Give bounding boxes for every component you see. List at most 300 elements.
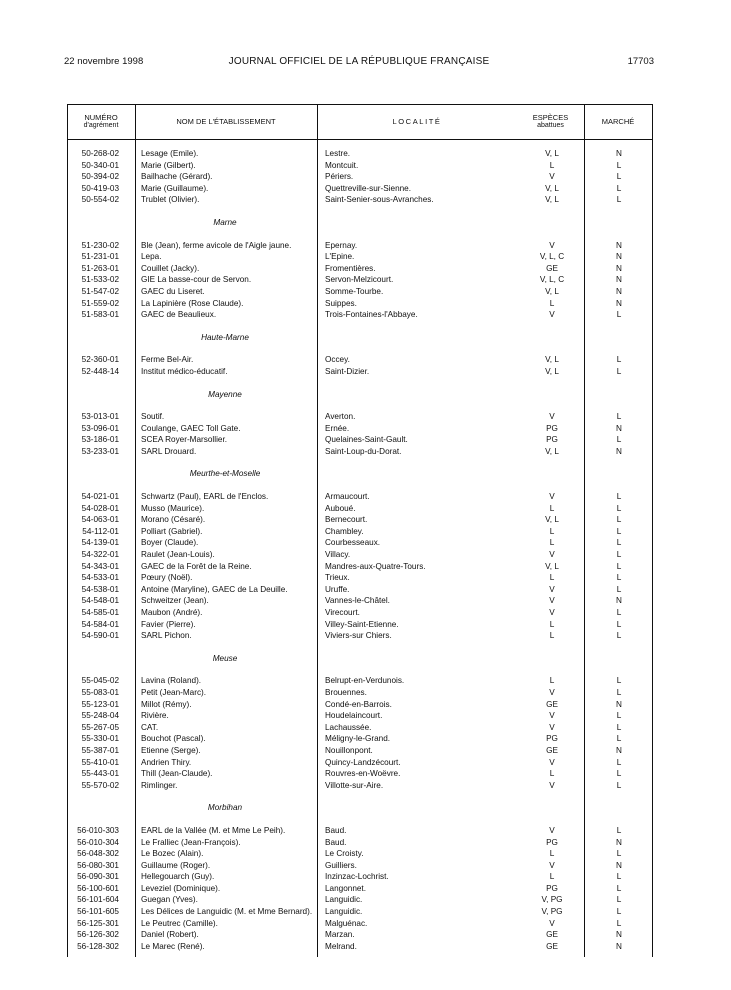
establishment-name: CAT.	[141, 722, 159, 732]
agrement-number: 56-128-302	[77, 941, 119, 951]
species: L	[549, 503, 555, 513]
table-row	[67, 434, 653, 446]
market: N	[616, 149, 622, 158]
species: V	[549, 825, 555, 835]
species: V	[549, 722, 555, 732]
agrement-number: 55-330-01	[81, 734, 119, 744]
agrement-number: 55-045-02	[81, 676, 119, 686]
establishment-name: Polliart (Gabriel).	[141, 526, 203, 536]
table-row	[67, 171, 653, 183]
agrement-number: 53-186-01	[81, 435, 119, 445]
agrement-number: 53-013-01	[81, 412, 119, 422]
locality: Courbesseaux.	[325, 538, 381, 548]
market: L	[616, 722, 622, 732]
establishment-name: Le Bozec (Alain).	[141, 849, 204, 859]
species: V	[549, 240, 555, 250]
market: L	[616, 734, 622, 744]
locality: Auboué.	[325, 503, 356, 513]
market: N	[616, 252, 622, 262]
establishment-name: Schwartz (Paul), EARL de l'Enclos.	[141, 492, 269, 502]
market: L	[616, 492, 622, 502]
establishment-name: Leveziel (Dominique).	[141, 883, 221, 893]
table-row	[67, 354, 653, 366]
agrement-number: 55-410-01	[81, 757, 119, 767]
locality: Servon-Melzicourt.	[325, 275, 394, 285]
agrement-number: 51-231-01	[81, 252, 119, 262]
species: V	[549, 550, 555, 560]
market: L	[616, 515, 622, 525]
table-row	[67, 918, 653, 930]
locality: Belrupt-en-Verdunois.	[325, 676, 405, 686]
table-row	[67, 263, 653, 275]
agrement-number: 51-559-02	[81, 298, 119, 308]
table-row	[67, 883, 653, 895]
species: V, L	[545, 446, 559, 456]
establishment-name: Le Marec (René).	[141, 941, 205, 951]
agrement-number: 50-419-03	[81, 183, 119, 193]
establishment-name: Bouchot (Pascal).	[141, 734, 206, 744]
locality: L'Epine.	[325, 252, 355, 262]
agrement-number: 54-021-01	[81, 492, 119, 502]
locality: Averton.	[325, 412, 356, 422]
establishment-name: GAEC du Liseret.	[141, 286, 205, 296]
table-body	[67, 148, 653, 952]
market: L	[616, 907, 622, 917]
market: L	[616, 195, 622, 205]
agrement-number: 54-343-01	[81, 561, 119, 571]
species: V, L	[545, 355, 559, 365]
agrement-number: 54-585-01	[81, 608, 119, 617]
locality: Languidic.	[325, 895, 363, 905]
table-row	[67, 710, 653, 722]
species: L	[549, 849, 555, 859]
table-row	[67, 733, 653, 745]
table-row	[67, 537, 653, 549]
table-row	[67, 194, 653, 206]
department-heading: Haute-Marne	[201, 332, 249, 342]
establishment-name: Coulange, GAEC Toll Gate.	[141, 423, 241, 433]
species: V	[549, 780, 555, 790]
table-row	[67, 894, 653, 906]
department-heading: Meuse	[212, 653, 238, 663]
market: N	[616, 423, 622, 433]
department-heading: Mayenne	[208, 389, 242, 399]
species: L	[549, 619, 555, 629]
establishment-name: Daniel (Robert).	[141, 930, 199, 940]
locality: Marzan.	[325, 930, 355, 940]
locality: Nouillonpont.	[325, 745, 373, 755]
establishment-name: Couillet (Jacky).	[141, 263, 200, 273]
locality: Baud.	[325, 825, 347, 835]
establishment-name: Guegan (Yves).	[141, 895, 198, 905]
species: V	[549, 172, 555, 182]
table-row	[67, 183, 653, 195]
locality: Quettreville-sur-Sienne.	[325, 183, 412, 193]
page-number: 17703	[627, 56, 654, 67]
establishment-name: SARL Pichon.	[141, 631, 192, 641]
locality: Rouvres-en-Woëvre.	[325, 769, 401, 779]
table-row	[67, 309, 653, 321]
agrement-number: 50-554-02	[81, 195, 119, 205]
species: V, L	[545, 195, 559, 205]
market: L	[616, 780, 622, 790]
table-row	[67, 619, 653, 631]
locality: Lachaussée.	[325, 722, 372, 732]
agrement-number: 56-100-601	[77, 883, 119, 893]
agrement-number: 50-394-02	[81, 172, 119, 182]
agrement-number: 54-533-01	[81, 573, 119, 583]
locality: Périers.	[325, 172, 354, 182]
table-row	[67, 687, 653, 699]
table-row	[67, 745, 653, 757]
market: L	[616, 160, 622, 170]
species: GE	[546, 263, 558, 273]
species: V	[549, 711, 555, 721]
table-row	[67, 584, 653, 596]
journal-title: JOURNAL OFFICIEL DE LA RÉPUBLIQUE FRANÇAISE	[228, 56, 490, 67]
species: PG	[546, 734, 558, 744]
establishment-name: Le Peutrec (Camille).	[141, 918, 218, 928]
establishment-name: Andrien Thiry.	[141, 757, 192, 767]
market: N	[616, 941, 622, 951]
species: L	[549, 160, 555, 170]
locality: Trieux.	[325, 573, 350, 583]
establishment-name: Antoine (Maryline), GAEC de La Deuille.	[141, 584, 288, 594]
market: L	[616, 883, 622, 893]
establishment-name: Ble (Jean), ferme avicole de l'Aigle jaune.	[141, 240, 292, 250]
agrement-number: 51-583-01	[81, 310, 119, 320]
establishment-name: Les Délices de Languidic (M. et Mme Bernard).	[141, 907, 313, 917]
locality: Le Croisty.	[325, 849, 364, 859]
locality: Occey.	[325, 355, 350, 365]
table-row	[67, 675, 653, 687]
agrement-number: 54-538-01	[81, 584, 119, 594]
locality: Languidic.	[325, 907, 363, 917]
establishment-name: Pœury (Noël).	[141, 573, 193, 583]
establishment-name: Soutif.	[141, 412, 165, 422]
locality: Somme-Tourbe.	[325, 286, 384, 296]
species: V, PG	[541, 907, 563, 917]
table-row	[67, 699, 653, 711]
species: GE	[546, 930, 558, 940]
agrement-number: 56-126-302	[77, 930, 119, 940]
agrement-number: 56-101-605	[77, 907, 119, 917]
establishment-name: La Lapinière (Rose Claude).	[141, 298, 244, 308]
species: V	[549, 310, 555, 320]
header-rule	[67, 139, 653, 140]
market: L	[616, 573, 622, 583]
market: N	[616, 745, 622, 755]
table-row	[67, 630, 653, 642]
agrement-number: 51-533-02	[81, 275, 119, 285]
species: V	[549, 687, 555, 697]
agrement-number: 55-123-01	[81, 699, 119, 709]
department-heading: Marne	[213, 217, 237, 227]
market: N	[616, 837, 622, 847]
locality: Villotte-sur-Aire.	[325, 780, 384, 790]
species: V, PG	[541, 895, 563, 905]
agrement-number: 50-268-02	[81, 149, 119, 158]
locality: Fromentières.	[325, 263, 376, 273]
locality: Melrand.	[325, 941, 357, 951]
species: V, L	[545, 366, 559, 376]
establishment-name: Petit (Jean-Marc).	[141, 687, 207, 697]
agrement-number: 56-125-301	[77, 918, 119, 928]
market: L	[616, 435, 622, 445]
market: N	[616, 263, 622, 273]
agrement-number: 51-547-02	[81, 286, 119, 296]
locality: Langonnet.	[325, 883, 366, 893]
establishment-name: Le Fralliec (Jean-François).	[141, 837, 241, 847]
locality: Saint-Dizier.	[325, 366, 370, 376]
locality: Saint-Senier-sous-Avranches.	[325, 195, 434, 205]
establishment-name: Etienne (Serge).	[141, 745, 201, 755]
table-row	[67, 837, 653, 849]
agrement-number: 54-028-01	[81, 503, 119, 513]
establishment-name: Millot (Rémy).	[141, 699, 192, 709]
agrement-number: 53-233-01	[81, 446, 119, 456]
agrement-number: 55-267-05	[81, 722, 119, 732]
table-row	[67, 274, 653, 286]
market: N	[616, 860, 622, 870]
table-row	[67, 148, 653, 160]
market: L	[616, 538, 622, 548]
table-row	[67, 411, 653, 423]
table-row	[67, 848, 653, 860]
locality: Saint-Loup-du-Dorat.	[325, 446, 402, 456]
table-row	[67, 768, 653, 780]
market: L	[616, 757, 622, 767]
market: L	[616, 310, 622, 320]
locality: Lestre.	[325, 149, 351, 158]
market: N	[616, 596, 622, 606]
locality: Brouennes.	[325, 687, 367, 697]
species: GE	[546, 745, 558, 755]
establishment-name: Musso (Maurice).	[141, 503, 205, 513]
publication-date: 22 novembre 1998	[64, 56, 144, 67]
species: V, L	[545, 183, 559, 193]
column-header-numero	[67, 105, 135, 139]
agrement-number: 55-570-02	[81, 780, 119, 790]
species: V, L, C	[539, 275, 565, 285]
table-row	[67, 860, 653, 872]
establishment-name: Marie (Guillaume).	[141, 183, 209, 193]
establishment-name: Boyer (Claude).	[141, 538, 199, 548]
species: L	[549, 538, 555, 548]
column-header-especes	[517, 105, 584, 139]
column-header-especes-label: ESPÈCES	[532, 112, 569, 122]
table-row	[67, 251, 653, 263]
table-row	[67, 780, 653, 792]
locality: Mandres-aux-Quatre-Tours.	[325, 561, 426, 571]
market: N	[616, 275, 622, 285]
species: L	[549, 631, 555, 641]
species: GE	[546, 699, 558, 709]
market: L	[616, 895, 622, 905]
species: V	[549, 492, 555, 502]
table-row	[67, 366, 653, 378]
market: N	[616, 699, 622, 709]
market: N	[616, 298, 622, 308]
establishment-name: Rivière.	[141, 711, 169, 721]
agrement-number: 56-048-302	[77, 849, 119, 859]
table-row	[67, 561, 653, 573]
table-row	[67, 503, 653, 515]
establishment-name: GAEC de la Forêt de la Reine.	[141, 561, 252, 571]
establishment-name: Thill (Jean-Claude).	[141, 769, 213, 779]
locality: Viviers-sur Chiers.	[325, 631, 392, 641]
agrement-number: 54-584-01	[81, 619, 119, 629]
market: L	[616, 355, 622, 365]
market: N	[616, 286, 622, 296]
locality: Epernay.	[325, 240, 358, 250]
species: GE	[546, 941, 558, 951]
column-header-localite: LOCALITÉ	[392, 116, 442, 126]
table-row	[67, 286, 653, 298]
market: L	[616, 561, 622, 571]
market: L	[616, 918, 622, 928]
species: PG	[546, 837, 558, 847]
table-row	[67, 906, 653, 918]
column-header-nom: NOM DE L'ÉTABLISSEMENT	[176, 116, 276, 126]
agrement-number: 50-340-01	[81, 160, 119, 170]
table-row	[67, 491, 653, 503]
market: N	[616, 240, 622, 250]
locality: Bernecourt.	[325, 515, 368, 525]
agrement-number: 56-010-304	[77, 837, 119, 847]
table-row	[67, 446, 653, 458]
column-header-agrement-label: d'agrément	[83, 122, 119, 130]
table-row	[67, 607, 653, 619]
department-heading: Meurthe-et-Moselle	[189, 469, 261, 479]
market: L	[616, 412, 622, 422]
establishment-name: Ferme Bel-Air.	[141, 355, 194, 365]
market: L	[616, 849, 622, 859]
establishment-name: Raulet (Jean-Louis).	[141, 550, 215, 560]
species: V	[549, 584, 555, 594]
market: L	[616, 631, 622, 641]
species: V, L	[545, 286, 559, 296]
locality: Malguénac.	[325, 918, 368, 928]
agrement-number: 55-248-04	[81, 711, 119, 721]
market: L	[616, 608, 622, 617]
establishment-name: Institut médico-éducatif.	[141, 366, 228, 376]
table-row	[67, 423, 653, 435]
table-row	[67, 240, 653, 252]
establishment-name: Lavina (Roland).	[141, 676, 202, 686]
establishment-name: Trublet (Olivier).	[141, 195, 200, 205]
market: N	[616, 446, 622, 456]
species: V	[549, 860, 555, 870]
species: V	[549, 412, 555, 422]
establishment-name: GIE La basse-cour de Servon.	[141, 275, 252, 285]
market: L	[616, 676, 622, 686]
table-row	[67, 941, 653, 953]
table-row	[67, 298, 653, 310]
table-row	[67, 572, 653, 584]
establishment-name: Hellegouarch (Guy).	[141, 872, 215, 882]
table-row	[67, 595, 653, 607]
establishment-name: Schweitzer (Jean).	[141, 596, 209, 606]
locality: Vannes-le-Châtel.	[325, 596, 390, 606]
locality: Villacy.	[325, 550, 351, 560]
locality: Ernée.	[325, 423, 350, 433]
species: V	[549, 596, 555, 606]
market: L	[616, 825, 622, 835]
agrement-number: 51-263-01	[81, 263, 119, 273]
species: L	[549, 573, 555, 583]
establishments-table	[67, 104, 653, 957]
agrement-number: 55-387-01	[81, 745, 119, 755]
agrement-number: 51-230-02	[81, 240, 119, 250]
species: PG	[546, 423, 558, 433]
agrement-number: 54-590-01	[81, 631, 119, 641]
agrement-number: 52-360-01	[81, 355, 119, 365]
agrement-number: 56-080-301	[77, 860, 119, 870]
establishment-name: Guillaume (Roger).	[141, 860, 211, 870]
agrement-number: 54-548-01	[81, 596, 119, 606]
locality: Villey-Saint-Etienne.	[325, 619, 399, 629]
agrement-number: 53-096-01	[81, 423, 119, 433]
species: L	[549, 769, 555, 779]
market: L	[616, 584, 622, 594]
market: N	[616, 930, 622, 940]
species: PG	[546, 883, 558, 893]
species: V, L, C	[539, 252, 565, 262]
locality: Condé-en-Barrois.	[325, 699, 392, 709]
table-row	[67, 526, 653, 538]
establishment-name: Bailhache (Gérard).	[141, 172, 213, 182]
species: L	[549, 872, 555, 882]
establishment-name: Marie (Gilbert).	[141, 160, 196, 170]
species: V, L	[545, 149, 559, 158]
page-header	[64, 56, 654, 70]
establishment-name: Morano (Césaré).	[141, 515, 206, 525]
table-row	[67, 160, 653, 172]
locality: Baud.	[325, 837, 347, 847]
agrement-number: 54-322-01	[81, 550, 119, 560]
agrement-number: 52-448-14	[81, 366, 119, 376]
market: L	[616, 769, 622, 779]
establishment-name: Favier (Pierre).	[141, 619, 196, 629]
agrement-number: 55-083-01	[81, 687, 119, 697]
locality: Trois-Fontaines-l'Abbaye.	[325, 310, 418, 320]
table-row	[67, 871, 653, 883]
species: L	[549, 526, 555, 536]
market: L	[616, 503, 622, 513]
market: L	[616, 687, 622, 697]
market: L	[616, 526, 622, 536]
market: L	[616, 172, 622, 182]
locality: Uruffe.	[325, 584, 350, 594]
species: L	[549, 676, 555, 686]
market: L	[616, 619, 622, 629]
locality: Houdelaincourt.	[325, 711, 383, 721]
establishment-name: Lesage (Emile).	[141, 149, 199, 158]
table-row	[67, 549, 653, 561]
establishment-name: Maubon (André).	[141, 608, 203, 617]
table-row	[67, 757, 653, 769]
agrement-number: 54-063-01	[81, 515, 119, 525]
agrement-number: 54-139-01	[81, 538, 119, 548]
species: V	[549, 918, 555, 928]
table-row	[67, 722, 653, 734]
column-header-abattues-label: abattues	[537, 122, 564, 130]
establishment-name: Rimlinger.	[141, 780, 178, 790]
market: L	[616, 550, 622, 560]
table-row	[67, 825, 653, 837]
locality: Chambley.	[325, 526, 364, 536]
